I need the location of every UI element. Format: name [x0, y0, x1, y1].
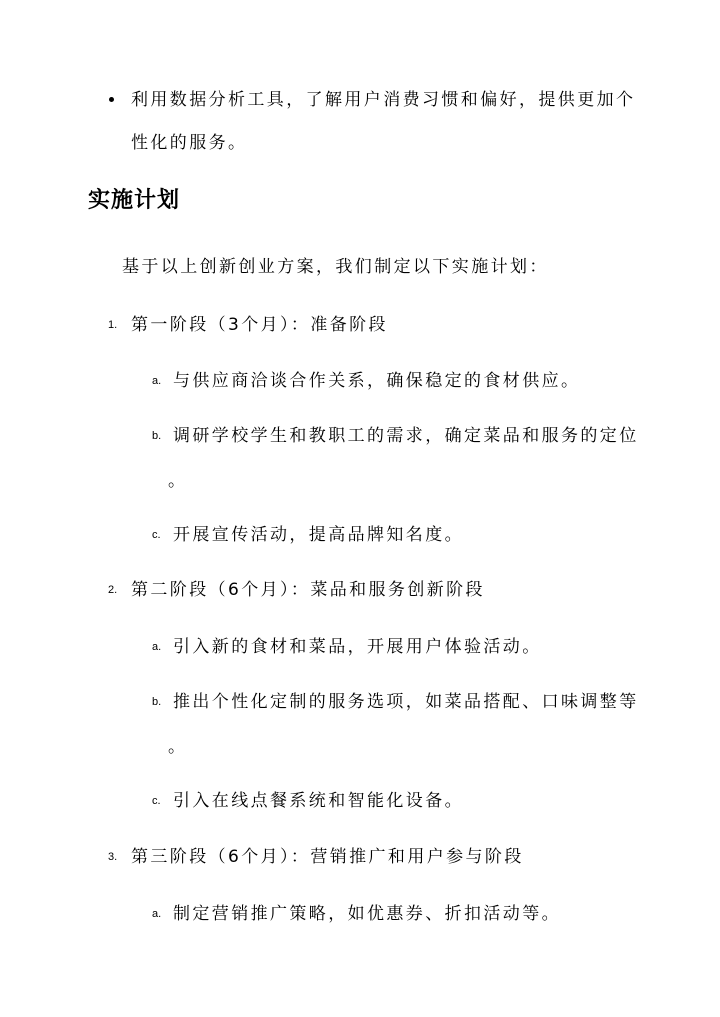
bullet-point-icon	[109, 97, 114, 102]
sub-item-text: 引入在线点餐系统和智能化设备。	[173, 791, 464, 811]
sub-item-text-continuation: 。	[168, 471, 188, 491]
phase-title: 第三阶段（6个月）：营销推广和用户参与阶段	[131, 847, 524, 867]
sub-item-text: 开展宣传活动，提高品牌知名度。	[173, 525, 464, 545]
phase-number: 1.	[108, 319, 118, 331]
sub-item-marker: c.	[152, 795, 161, 807]
sub-item-marker: c.	[152, 529, 161, 541]
sub-item-marker: a.	[152, 641, 162, 653]
phase-title: 第二阶段（6个月）：菜品和服务创新阶段	[131, 580, 485, 600]
phase-title: 第一阶段（3个月）：准备阶段	[131, 315, 388, 335]
sub-item-marker: a.	[152, 375, 162, 387]
bullet-text-line-1: 利用数据分析工具，了解用户消费习惯和偏好，提供更加个	[131, 90, 636, 110]
section-intro: 基于以上创新创业方案，我们制定以下实施计划：	[122, 257, 549, 277]
section-heading: 实施计划	[88, 187, 181, 213]
sub-item-marker: a.	[152, 908, 162, 920]
phase-number: 3.	[108, 851, 118, 863]
phase-number: 2.	[108, 584, 118, 596]
bullet-text-line-2: 性化的服务。	[131, 133, 248, 153]
sub-item-text-continuation: 。	[168, 737, 188, 757]
sub-item-text: 推出个性化定制的服务选项，如菜品搭配、口味调整等	[173, 692, 639, 712]
sub-item-marker: b.	[152, 696, 162, 708]
sub-item-text: 调研学校学生和教职工的需求，确定菜品和服务的定位	[173, 426, 639, 446]
sub-item-text: 引入新的食材和菜品，开展用户体验活动。	[173, 637, 542, 657]
sub-item-text: 与供应商洽谈合作关系，确保稳定的食材供应。	[173, 371, 581, 391]
sub-item-marker: b.	[152, 430, 162, 442]
sub-item-text: 制定营销推广策略，如优惠券、折扣活动等。	[173, 904, 561, 924]
